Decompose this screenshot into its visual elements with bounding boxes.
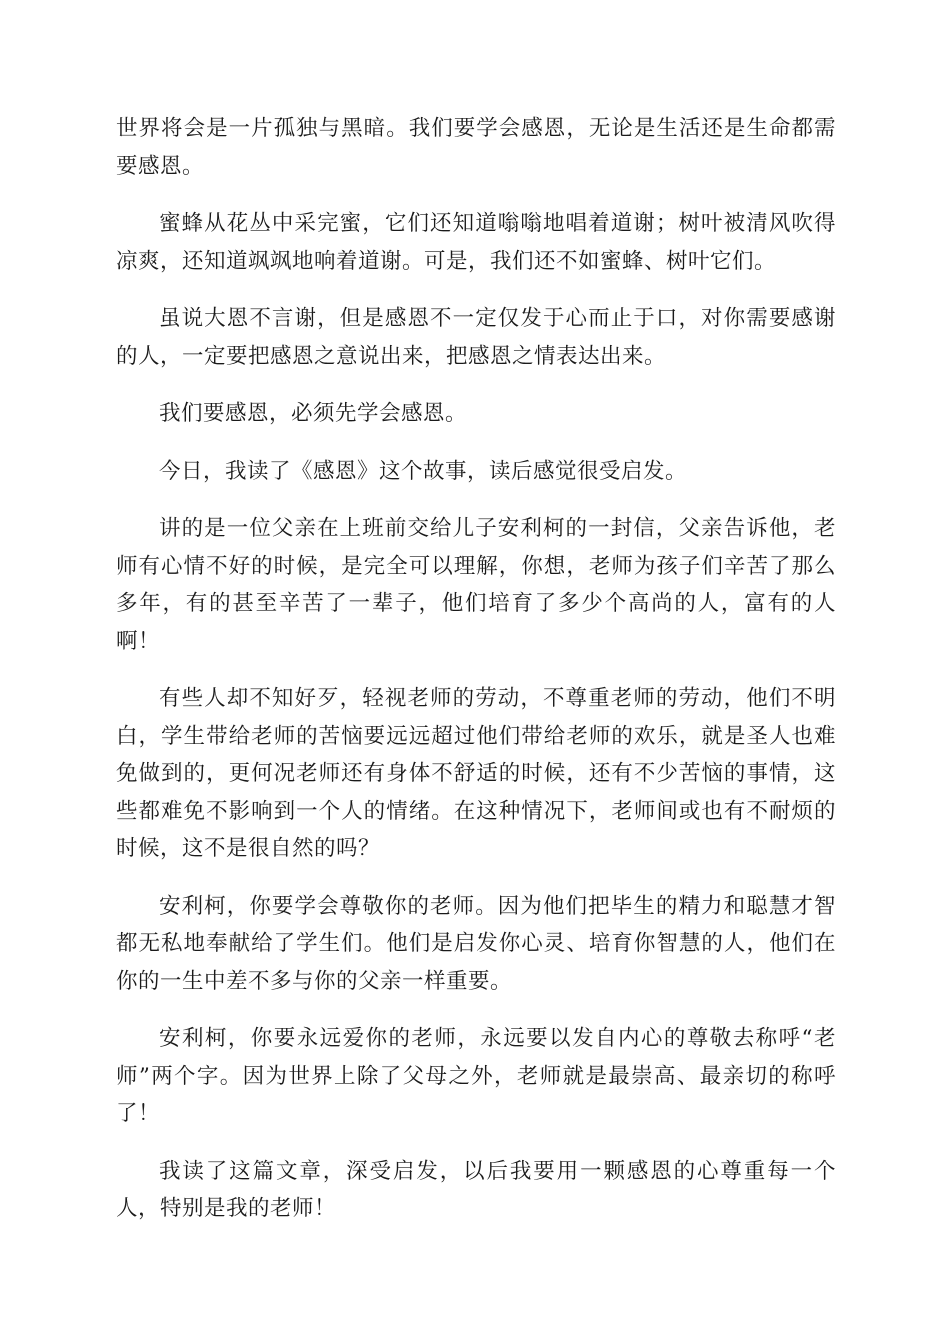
paragraph: 我们要感恩，必须先学会感恩。 [159, 401, 468, 426]
paragraph: 今日，我读了《感恩》这个故事，读后感觉很受启发。 [159, 458, 688, 484]
paragraph: 安利柯，你要学会尊敬你的老师。因为他们把毕生的精力和聪慧才智都无私地奉献给了学生们。他们是启发你心灵、培育你智慧的人，他们在你的一生中差不多与你的父亲一样重要。 [116, 893, 836, 994]
paragraph: 虽说大恩不言谢，但是感恩不一定仅发于心而止于口，对你需要感谢的人，一定要把感恩之意说出来，把感恩之情表达出来。 [116, 306, 836, 369]
paragraph: 世界将会是一片孤独与黑暗。我们要学会感恩，无论是生活还是生命都需要感恩。 [116, 116, 836, 179]
paragraph: 蜜蜂从花丛中采完蜜，它们还知道嗡嗡地唱着道谢；树叶被清风吹得凉爽，还知道飒飒地响着道谢。可是，我们还不如蜜蜂、树叶它们。 [116, 211, 836, 274]
document-body [116, 110, 836, 1248]
paragraph: 安利柯，你要永远爱你的老师，永远要以发自内心的尊敬去称呼“老师”两个字。因为世界上除了父母之外，老师就是最崇高、最亲切的称呼了！ [116, 1026, 836, 1126]
paragraph: 讲的是一位父亲在上班前交给儿子安利柯的一封信，父亲告诉他，老师有心情不好的时候，是完全可以理解，你想，老师为孩子们辛苦了那么多年，有的甚至辛苦了一辈子，他们培育了多少个高尚的人，富有的人啊！ [116, 516, 836, 654]
paragraph: 我读了这篇文章，深受启发，以后我要用一颗感恩的心尊重每一个人，特别是我的老师！ [116, 1158, 836, 1221]
paragraph: 有些人却不知好歹，轻视老师的劳动，不尊重老师的劳动，他们不明白，学生带给老师的苦恼要远远超过他们带给老师的欢乐，就是圣人也难免做到的，更何况老师还有身体不舒适的时候，还有不少苦恼的事情，这些都难免不影响到一个人的情绪。在这种情况下，老师间或也有不耐烦的时候，这不是很自然的吗？ [116, 686, 836, 861]
